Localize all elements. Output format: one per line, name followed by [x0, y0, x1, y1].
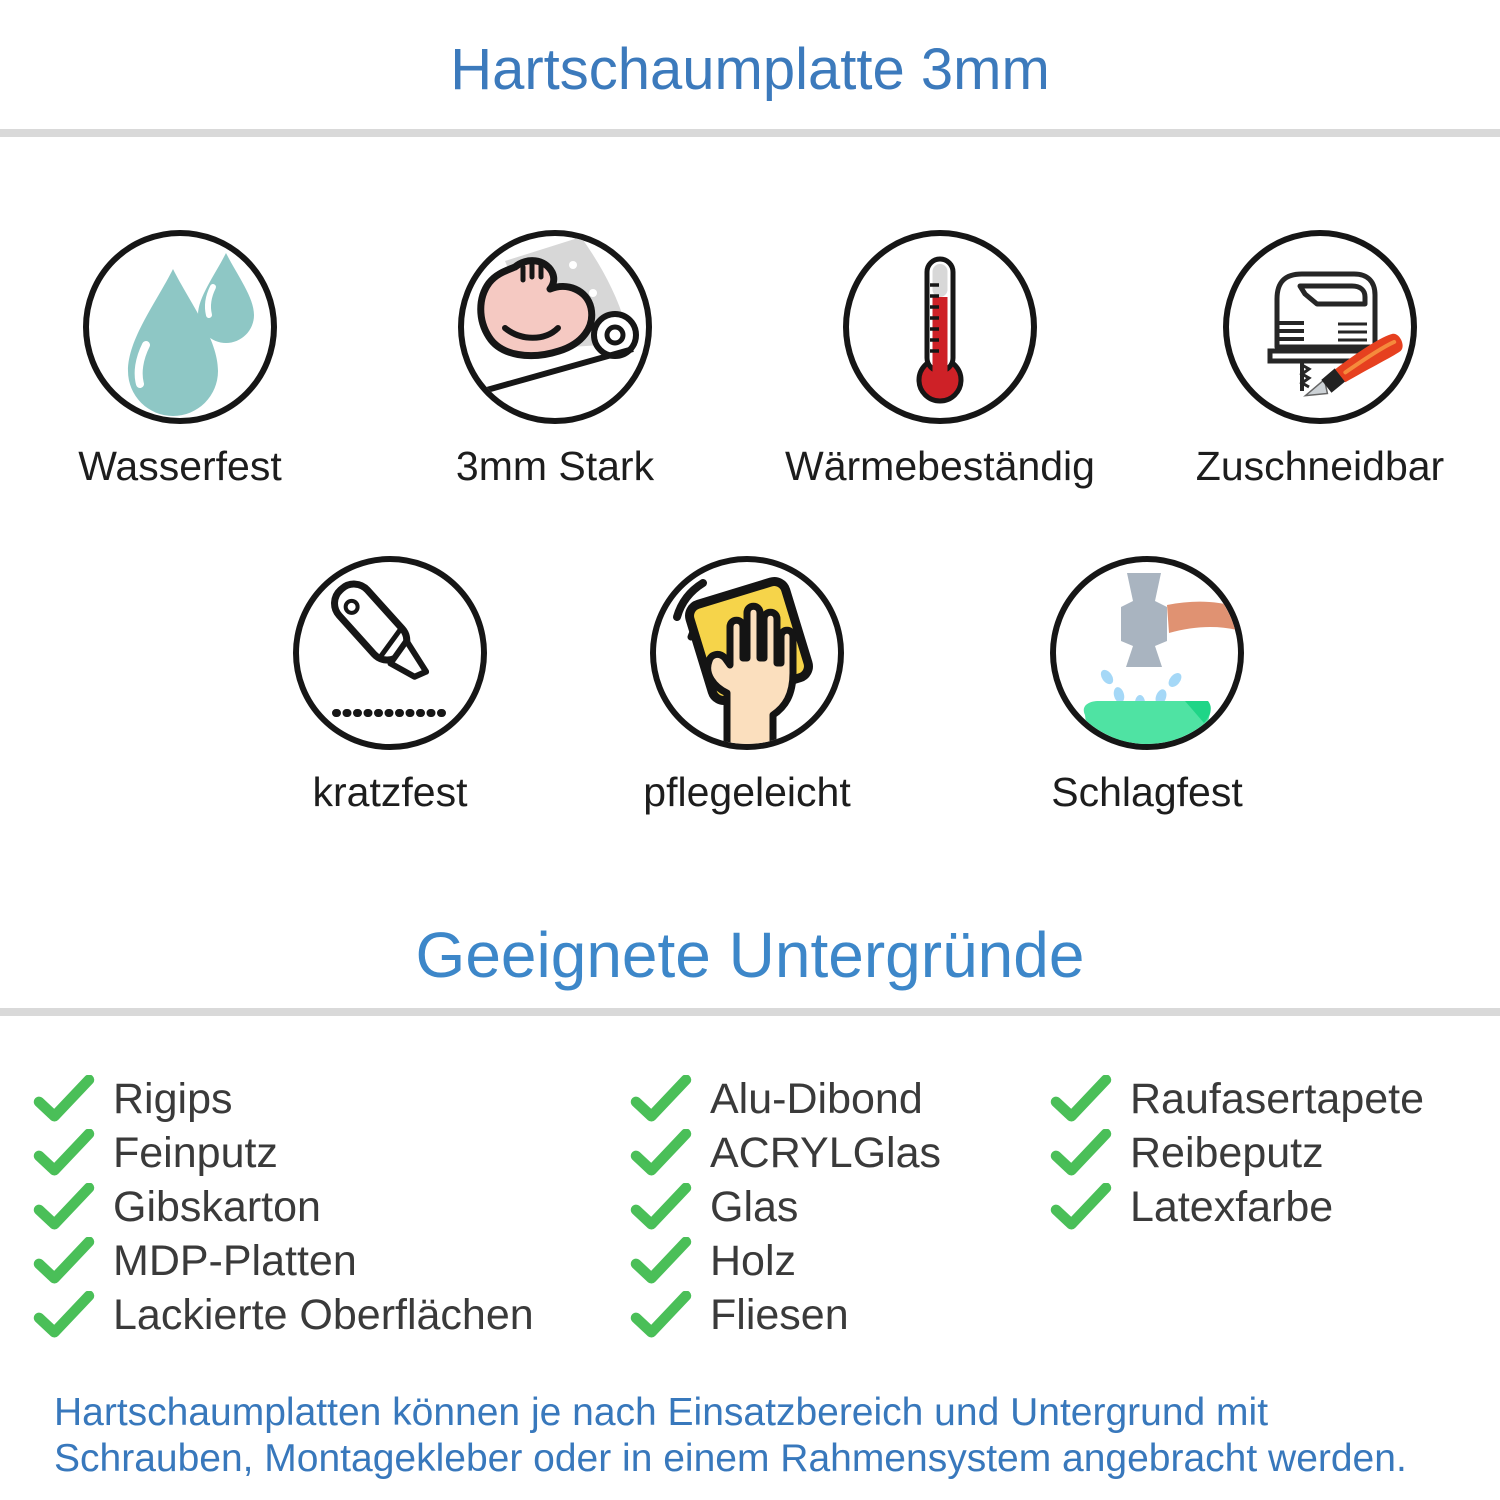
- feature-label: Zuschneidbar: [1195, 443, 1445, 489]
- check-icon: [33, 1237, 95, 1285]
- list-item-label: Rigips: [113, 1074, 233, 1123]
- feature-waermebestaendig: [785, 227, 1095, 490]
- feature-label: pflegeleicht: [643, 769, 851, 815]
- check-icon: [33, 1129, 95, 1177]
- cleaning-hand-icon: [647, 553, 847, 753]
- list-item-label: ACRYLGlas: [710, 1128, 942, 1177]
- check-icon: [1050, 1183, 1112, 1231]
- feature-label: Schlagfest: [1051, 769, 1243, 815]
- feature-wasserfest: [30, 227, 330, 490]
- section-title: Geeignete Untergründe: [415, 919, 1085, 991]
- list-item-label: Feinputz: [113, 1128, 278, 1177]
- list-item: [630, 1126, 941, 1180]
- feature-3mm-stark: [405, 227, 705, 490]
- list-item-label: Glas: [710, 1182, 799, 1231]
- check-icon: [33, 1183, 95, 1231]
- list-item-label: Gibskarton: [113, 1182, 321, 1231]
- list-item: [33, 1234, 534, 1288]
- substrate-column-2: [630, 1072, 941, 1342]
- muscle-arm-icon: [455, 227, 655, 427]
- check-icon: [630, 1075, 692, 1123]
- check-icon: [630, 1183, 692, 1231]
- list-item: [630, 1288, 941, 1342]
- footer-note: [54, 1390, 1407, 1482]
- feature-label: Wärmebeständig: [785, 443, 1095, 489]
- check-icon: [630, 1129, 692, 1177]
- list-item-label: Fliesen: [710, 1290, 849, 1339]
- list-item-label: Lackierte Oberflächen: [113, 1290, 534, 1339]
- feature-schlagfest: [997, 553, 1297, 816]
- list-item: [630, 1180, 941, 1234]
- list-item: [1050, 1180, 1424, 1234]
- list-item: [1050, 1072, 1424, 1126]
- list-item: [630, 1072, 941, 1126]
- list-item-label: Raufasertapete: [1130, 1074, 1425, 1123]
- water-drops-icon: [80, 227, 280, 427]
- feature-zuschneidbar: [1170, 227, 1470, 490]
- feature-kratzfest: [240, 553, 540, 816]
- feature-pflegeleicht: [597, 553, 897, 816]
- divider: [0, 129, 1500, 137]
- list-item: [33, 1180, 534, 1234]
- jigsaw-icon: [1220, 227, 1420, 427]
- substrate-column-3: [1050, 1072, 1424, 1234]
- feature-label: kratzfest: [312, 769, 468, 815]
- list-item-label: Reibeputz: [1130, 1128, 1324, 1177]
- list-item-label: Alu-Dibond: [710, 1074, 923, 1123]
- substrate-column-1: [33, 1072, 534, 1342]
- footer-line: Schrauben, Montagekleber oder in einem Rahmensystem angebracht werden.: [54, 1437, 1407, 1480]
- divider: [0, 1008, 1500, 1016]
- list-item-label: MDP-Platten: [113, 1236, 357, 1285]
- list-item: [33, 1126, 534, 1180]
- footer-line: Hartschaumplatten können je nach Einsatzbereich und Untergrund mit: [54, 1391, 1269, 1434]
- utility-knife-icon: [290, 553, 490, 753]
- check-icon: [630, 1237, 692, 1285]
- check-icon: [630, 1291, 692, 1339]
- feature-label: 3mm Stark: [455, 443, 655, 489]
- list-item: [630, 1234, 941, 1288]
- list-item-label: Holz: [710, 1236, 797, 1285]
- check-icon: [1050, 1129, 1112, 1177]
- list-item-label: Latexfarbe: [1130, 1182, 1334, 1231]
- feature-label: Wasserfest: [78, 443, 282, 489]
- list-item: [33, 1288, 534, 1342]
- hammer-icon: [1047, 553, 1247, 753]
- check-icon: [33, 1291, 95, 1339]
- check-icon: [1050, 1075, 1112, 1123]
- page-title: Hartschaumplatte 3mm: [450, 37, 1050, 102]
- list-item: [1050, 1126, 1424, 1180]
- thermometer-icon: [840, 227, 1040, 427]
- check-icon: [33, 1075, 95, 1123]
- list-item: [33, 1072, 534, 1126]
